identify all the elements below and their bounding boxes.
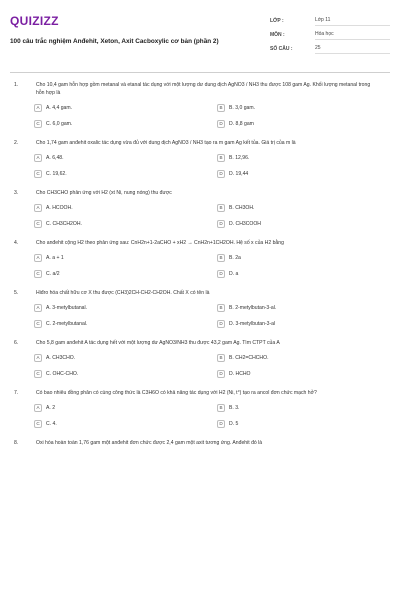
option-text: C. CH3CH2OH.: [46, 220, 82, 227]
option-text: C. OHC-CHO.: [46, 370, 79, 377]
answer-option[interactable]: [217, 269, 390, 279]
option-text: B. 2-metylbutan-3-al.: [229, 304, 277, 311]
option-text: C. 6,0 gam.: [46, 120, 73, 127]
option-text: D. HCHO: [229, 370, 251, 377]
option-letter-box: B: [217, 304, 225, 312]
quiz-header: [10, 0, 390, 62]
question-number: 6.: [14, 339, 19, 346]
options-row: [34, 419, 390, 429]
option-text: C. 19,62.: [46, 170, 67, 177]
option-letter-box: D: [217, 120, 225, 128]
option-text: D. 3-metylbutan-3-al: [229, 320, 276, 327]
meta-row-count: [270, 42, 390, 56]
option-text: D. 5: [229, 420, 239, 427]
options-row: [34, 153, 390, 163]
question-text: Hiđro hóa chất hữu cơ X thu được (CH3)2CH-CH2-CH2OH. Chất X có tên là: [36, 289, 210, 296]
option-text: C. 2-metylbutanal.: [46, 320, 88, 327]
question-text: Cho 5,8 gam anđehit A tác dụng hết với một lượng dư AgNO3/NH3 thu được 43,2 gam Ag. Tìm CTPT của A: [36, 339, 280, 346]
option-letter-box: C: [34, 170, 42, 178]
question-item: [10, 289, 390, 329]
question-head: [10, 189, 390, 197]
options-grid: [34, 253, 390, 279]
question-number: 5.: [14, 289, 19, 296]
option-letter-box: D: [217, 320, 225, 328]
question-number: 4.: [14, 239, 19, 246]
options-row: [34, 119, 390, 129]
option-letter-box: B: [217, 204, 225, 212]
option-text: A. CH3CHO.: [46, 354, 76, 361]
option-letter-box: A: [34, 354, 42, 362]
header-divider: [10, 72, 390, 73]
options-grid: [34, 353, 390, 379]
option-text: D. CH3COOH: [229, 220, 261, 227]
question-text: Oxi hóa hoàn toàn 1,76 gam một anđehit đơn chức được 2,4 gam một axit tương ứng. Anđehit đó là: [36, 439, 263, 446]
question-head: [10, 389, 390, 397]
options-row: [34, 169, 390, 179]
option-letter-box: C: [34, 270, 42, 278]
option-text: B. 3.: [229, 404, 240, 411]
question-head: [10, 439, 390, 447]
meta-label: MÔN :: [270, 32, 285, 38]
options-grid: [34, 403, 390, 429]
options-grid: [34, 303, 390, 329]
options-row: [34, 203, 390, 213]
option-text: A. a + 1: [46, 254, 64, 261]
question-number: 7.: [14, 389, 19, 396]
question-head: [10, 339, 390, 347]
question-item: [10, 139, 390, 179]
option-letter-box: D: [217, 220, 225, 228]
answer-option[interactable]: [34, 103, 207, 113]
option-letter-box: A: [34, 204, 42, 212]
question-number: 1.: [14, 81, 19, 88]
meta-row-class: [270, 14, 390, 28]
answer-option[interactable]: [34, 419, 207, 429]
options-grid: [34, 103, 390, 129]
option-text: A. 3-metylbutanal.: [46, 304, 88, 311]
options-row: [34, 353, 390, 363]
answer-option[interactable]: [217, 253, 390, 263]
option-letter-box: A: [34, 304, 42, 312]
brand-block: [10, 14, 240, 62]
option-text: C. 4.: [46, 420, 57, 427]
answer-option[interactable]: [217, 219, 390, 229]
question-number: 8.: [14, 439, 19, 446]
option-letter-box: D: [217, 370, 225, 378]
document-title: 100 câu trắc nghiệm Anđehit, Xeton, Axit Cacboxylic cơ bản (phần 2): [10, 38, 219, 45]
option-text: B. 3,0 gam.: [229, 104, 256, 111]
question-head: [10, 81, 390, 97]
options-grid: [34, 153, 390, 179]
question-item: [10, 439, 390, 447]
option-letter-box: C: [34, 420, 42, 428]
option-letter-box: D: [217, 270, 225, 278]
meta-row-subject: [270, 28, 390, 42]
question-head: [10, 289, 390, 297]
quizizz-logo: QUIZIZZ: [10, 14, 59, 28]
question-text: Cho 1,74 gam anđehit oxalic tác dụng vừa đủ với dung dịch AgNO3 / NH3 tạo ra m gam Ag kết tủa. Giá trị của m là: [36, 139, 296, 146]
answer-option[interactable]: [34, 319, 207, 329]
question-list: [10, 81, 390, 447]
options-row: [34, 369, 390, 379]
options-row: [34, 319, 390, 329]
option-letter-box: A: [34, 104, 42, 112]
answer-option[interactable]: [217, 403, 390, 413]
question-item: [10, 239, 390, 279]
options-row: [34, 103, 390, 113]
answer-option[interactable]: [34, 219, 207, 229]
options-row: [34, 269, 390, 279]
answer-option[interactable]: [34, 253, 207, 263]
option-letter-box: B: [217, 354, 225, 362]
option-text: A. 2: [46, 404, 56, 411]
options-grid: [34, 203, 390, 229]
option-letter-box: A: [34, 154, 42, 162]
answer-option[interactable]: [34, 119, 207, 129]
answer-option[interactable]: [217, 353, 390, 363]
option-text: A. 4,4 gam.: [46, 104, 73, 111]
option-letter-box: B: [217, 404, 225, 412]
option-letter-box: B: [217, 254, 225, 262]
question-item: [10, 189, 390, 229]
answer-option[interactable]: [217, 419, 390, 429]
answer-option[interactable]: [34, 369, 207, 379]
question-text: Cho 10,4 gam hỗn hợp gồm metanal và etanal tác dụng với một lượng dư dung dịch AgNO3 / NH3 thu được 108 gam Ag. Khối lượng metanal trong hỗn hợp là: [36, 81, 371, 96]
options-row: [34, 219, 390, 229]
option-text: D. a: [229, 270, 239, 277]
meta-value: 25: [315, 45, 390, 54]
option-text: D. 19,44: [229, 170, 249, 177]
option-text: B. 2a: [229, 254, 241, 261]
answer-option[interactable]: [34, 153, 207, 163]
meta-value: Hóa học: [315, 31, 390, 40]
option-letter-box: C: [34, 120, 42, 128]
question-number: 3.: [14, 189, 19, 196]
question-head: [10, 239, 390, 247]
option-letter-box: A: [34, 254, 42, 262]
options-row: [34, 303, 390, 313]
option-text: B. CH3OH.: [229, 204, 255, 211]
option-letter-box: C: [34, 320, 42, 328]
answer-option[interactable]: [34, 403, 207, 413]
question-item: [10, 339, 390, 379]
answer-option[interactable]: [34, 353, 207, 363]
meta-panel: [270, 14, 390, 62]
meta-value: Lớp 11: [315, 17, 390, 26]
option-letter-box: C: [34, 370, 42, 378]
answer-option[interactable]: [34, 303, 207, 313]
answer-option[interactable]: [217, 153, 390, 163]
options-row: [34, 253, 390, 263]
answer-option[interactable]: [217, 203, 390, 213]
answer-option[interactable]: [217, 169, 390, 179]
question-item: [10, 389, 390, 429]
question-text: Cho CH3CHO phản ứng với H2 (xt Ni, nung nóng) thu được: [36, 189, 172, 196]
option-text: A. 6,48.: [46, 154, 64, 161]
meta-label: SỐ CÂU :: [270, 46, 293, 52]
answer-option[interactable]: [34, 269, 207, 279]
answer-option[interactable]: [217, 369, 390, 379]
option-letter-box: A: [34, 404, 42, 412]
option-letter-box: C: [34, 220, 42, 228]
question-number: 2.: [14, 139, 19, 146]
options-row: [34, 403, 390, 413]
option-text: A. HCOOH.: [46, 204, 73, 211]
option-letter-box: B: [217, 104, 225, 112]
question-item: [10, 81, 390, 129]
option-letter-box: D: [217, 420, 225, 428]
answer-option[interactable]: [34, 203, 207, 213]
meta-label: LỚP :: [270, 18, 284, 24]
option-text: C. a/2: [46, 270, 60, 277]
option-text: D. 8,8 gam: [229, 120, 254, 127]
answer-option[interactable]: [34, 169, 207, 179]
option-letter-box: D: [217, 170, 225, 178]
option-text: B. CH2=CHCHO.: [229, 354, 269, 361]
option-text: B. 12,96.: [229, 154, 250, 161]
question-text: Cho anđehit cộng H2 theo phản ứng sau: CnH2n+1-2aCHO + xH2 → CnH2n+1CH2OH. Hệ số x của H2 bằng: [36, 239, 284, 246]
answer-option[interactable]: [217, 119, 390, 129]
answer-option[interactable]: [217, 303, 390, 313]
answer-option[interactable]: [217, 319, 390, 329]
answer-option[interactable]: [217, 103, 390, 113]
question-head: [10, 139, 390, 147]
question-text: Có bao nhiêu đồng phân có cùng công thức là C3H6O có khả năng tác dụng với H2 (Ni, t°) tạo ra ancol đơn chức mạch hở?: [36, 389, 317, 396]
option-letter-box: B: [217, 154, 225, 162]
